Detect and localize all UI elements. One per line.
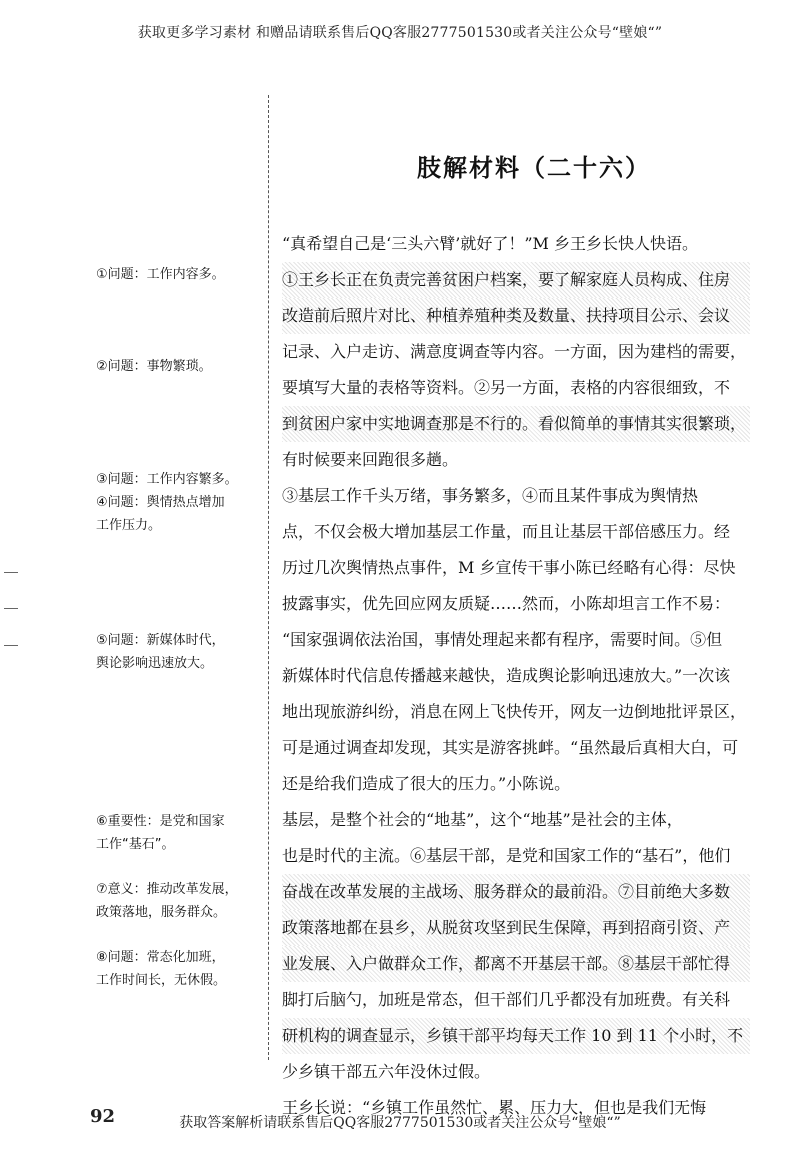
- edge-mark: [4, 645, 18, 646]
- body-line: 王乡长说：“乡镇工作虽然忙、累、压力大，但也是我们无悔: [282, 1098, 707, 1117]
- body-line: 脚打后脑勺，加班是常态，但干部们几乎都没有加班费。有关科: [282, 990, 731, 1009]
- note-line: ⑦意义：推动改革发展，: [96, 882, 238, 897]
- body-line: 可是通过调查却发现，其实是游客挑衅。“虽然最后真相大白，可: [282, 738, 739, 757]
- body-line: 少乡镇干部五六年没休过假。: [282, 1062, 491, 1081]
- edge-mark: [4, 608, 18, 609]
- body-line: 要填写大量的表格等资料。②另一方面，表格的内容很细致，不: [282, 378, 731, 397]
- page-header-text: 获取更多学习素材 和赠品请联系售后QQ客服2777501530或者关注公众号“壁娘“”: [137, 25, 663, 41]
- body-line: 改造前后照片对比、种植养殖种类及数量、扶持项目公示、会议: [282, 298, 750, 334]
- edge-mark: [4, 572, 18, 573]
- note-line: 工作“基石”。: [96, 837, 175, 852]
- margin-note-6: [96, 810, 261, 856]
- note-line: 工作压力。: [96, 518, 162, 533]
- body-line: 有时候要来回跑很多趟。: [282, 450, 459, 469]
- margin-divider-line: [268, 95, 269, 1060]
- page-title: 肢解材料（二十六）: [417, 153, 651, 182]
- body-line: 基层，是整个社会的“地基”，这个“地基”是社会的主体，: [282, 810, 683, 829]
- body-line: 记录、入户走访、满意度调查等内容。一方面，因为建档的需要，: [282, 342, 747, 361]
- body-line: 历过几次舆情热点事件，M 乡宣传干事小陈已经略有心得：尽快: [282, 558, 736, 577]
- margin-note-3-4: [96, 468, 261, 537]
- margin-note-8: [96, 946, 261, 992]
- body-line: 到贫困户家中实地调查那是不行的。看似简单的事情其实很繁琐，: [282, 406, 750, 442]
- note-line: ⑧问题：常态化加班，: [96, 950, 225, 965]
- body-line: 研机构的调查显示，乡镇干部平均每天工作 10 到 11 个小时，不: [282, 1018, 750, 1054]
- article-body: [282, 226, 750, 1126]
- body-line: 奋战在改革发展的主战场、服务群众的最前沿。⑦目前绝大多数: [282, 874, 750, 910]
- body-line: “国家强调依法治国，事情处理起来都有程序，需要时间。⑤但: [282, 630, 723, 649]
- body-line: 也是时代的主流。⑥基层干部，是党和国家工作的“基石”，他们: [282, 846, 731, 865]
- note-line: 工作时间长，无休假。: [96, 973, 227, 988]
- note-line: ②问题：事物繁琐。: [96, 359, 212, 374]
- note-line: 舆论影响迅速放大。: [96, 656, 214, 671]
- note-line: ④问题：舆情热点增加: [96, 495, 225, 510]
- note-line: ⑤问题：新媒体时代，: [96, 633, 225, 648]
- page-footer-text: 获取答案解析请联系售后QQ客服2777501530或者关注公众号“壁娘“”: [179, 1115, 621, 1131]
- margin-note-5: [96, 629, 261, 675]
- body-line: ③基层工作千头万绪，事务繁多，④而且某件事成为舆情热: [282, 486, 699, 505]
- body-line: 点，不仅会极大增加基层工作量，而且让基层干部倍感压力。经: [282, 522, 731, 541]
- body-line: “真希望自己是‘三头六臂’就好了！”M 乡王乡长快人快语。: [282, 234, 699, 253]
- body-line: 地出现旅游纠纷，消息在网上飞快传开，网友一边倒地批评景区，: [282, 702, 747, 721]
- note-line: ③问题：工作内容繁多。: [96, 472, 238, 487]
- page-number: 92: [90, 1106, 116, 1127]
- body-line: 业发展、入户做群众工作，都离不开基层干部。⑧基层干部忙得: [282, 946, 750, 982]
- margin-note-2: [96, 355, 261, 378]
- body-line: 新媒体时代信息传播越来越快，造成舆论影响迅速放大。”一次该: [282, 666, 731, 685]
- note-line: 政策落地，服务群众。: [96, 905, 227, 920]
- body-line: 还是给我们造成了很大的压力。”小陈说。: [282, 774, 571, 793]
- body-line: 政策落地都在县乡，从脱贫攻坚到民生保障，再到招商引资、产: [282, 910, 750, 946]
- note-line: ①问题：工作内容多。: [96, 267, 225, 282]
- note-line: ⑥重要性：是党和国家: [96, 814, 225, 829]
- body-line: 披露事实，优先回应网友质疑……然而，小陈却坦言工作不易：: [282, 594, 731, 613]
- body-line: ①王乡长正在负责完善贫困户档案，要了解家庭人员构成、住房: [282, 262, 750, 298]
- margin-note-7: [96, 878, 261, 924]
- margin-note-1: [96, 263, 261, 286]
